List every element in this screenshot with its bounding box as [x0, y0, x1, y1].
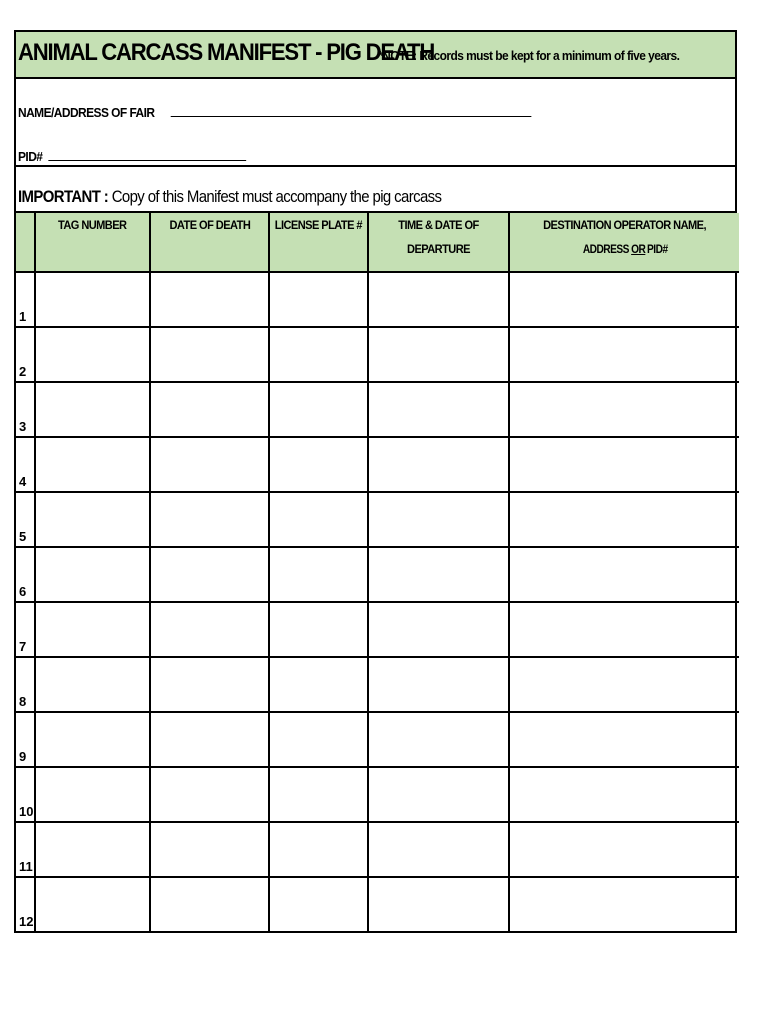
- row-number: 10: [16, 767, 35, 822]
- table-row: [16, 547, 739, 602]
- fair-name-line: [18, 103, 532, 120]
- col-header-number: [16, 213, 35, 272]
- license-plate-cell[interactable]: [269, 712, 368, 767]
- row-number: 7: [16, 602, 35, 657]
- departure-cell[interactable]: [368, 382, 509, 437]
- destination-cell[interactable]: [509, 822, 739, 877]
- departure-cell[interactable]: [368, 877, 509, 931]
- row-number: 8: [16, 657, 35, 712]
- departure-cell[interactable]: [368, 602, 509, 657]
- fair-name-field[interactable]: [171, 103, 532, 117]
- fair-name-label: NAME/ADDRESS OF FAIR: [18, 105, 155, 120]
- row-number: 3: [16, 382, 35, 437]
- date-of-death-cell[interactable]: [150, 327, 269, 382]
- col-header-date-of-death: DATE OF DEATH: [150, 213, 269, 272]
- table-row: [16, 712, 739, 767]
- destination-cell[interactable]: [509, 382, 739, 437]
- destination-cell[interactable]: [509, 492, 739, 547]
- date-of-death-cell[interactable]: [150, 272, 269, 327]
- departure-cell[interactable]: [368, 437, 509, 492]
- license-plate-cell[interactable]: [269, 382, 368, 437]
- departure-cell[interactable]: [368, 547, 509, 602]
- table-row: [16, 767, 739, 822]
- tag-number-cell[interactable]: [35, 822, 150, 877]
- destination-cell[interactable]: [509, 327, 739, 382]
- license-plate-cell[interactable]: [269, 327, 368, 382]
- destination-cell[interactable]: [509, 272, 739, 327]
- col-header-tag-number: TAG NUMBER: [35, 213, 150, 272]
- tag-number-cell[interactable]: [35, 272, 150, 327]
- license-plate-cell[interactable]: [269, 272, 368, 327]
- date-of-death-cell[interactable]: [150, 382, 269, 437]
- destination-cell[interactable]: [509, 547, 739, 602]
- date-of-death-cell[interactable]: [150, 657, 269, 712]
- departure-cell[interactable]: [368, 712, 509, 767]
- table-row: [16, 822, 739, 877]
- important-label: IMPORTANT :: [18, 187, 109, 206]
- departure-cell[interactable]: [368, 327, 509, 382]
- tag-number-cell[interactable]: [35, 602, 150, 657]
- date-of-death-cell[interactable]: [150, 602, 269, 657]
- table-row: [16, 327, 739, 382]
- title-bar: [16, 32, 735, 79]
- important-section: [16, 167, 735, 213]
- destination-cell[interactable]: [509, 877, 739, 931]
- license-plate-cell[interactable]: [269, 822, 368, 877]
- form-title: ANIMAL CARCASS MANIFEST - PIG DEATH: [18, 39, 435, 66]
- destination-cell[interactable]: [509, 712, 739, 767]
- destination-cell[interactable]: [509, 437, 739, 492]
- date-of-death-cell[interactable]: [150, 547, 269, 602]
- col-header-departure: TIME & DATE OF DEPARTURE: [368, 213, 509, 272]
- table-row: [16, 272, 739, 327]
- col-header-license-plate: LICENSE PLATE #: [269, 213, 368, 272]
- destination-cell[interactable]: [509, 767, 739, 822]
- col-header-destination: DESTINATION OPERATOR NAME, ADDRESSORPID#: [509, 213, 739, 272]
- row-number: 1: [16, 272, 35, 327]
- departure-cell[interactable]: [368, 272, 509, 327]
- tag-number-cell[interactable]: [35, 712, 150, 767]
- tag-number-cell[interactable]: [35, 327, 150, 382]
- tag-number-cell[interactable]: [35, 657, 150, 712]
- departure-cell[interactable]: [368, 767, 509, 822]
- manifest-form: [14, 30, 737, 933]
- date-of-death-cell[interactable]: [150, 492, 269, 547]
- important-notice: [18, 187, 441, 207]
- date-of-death-cell[interactable]: [150, 877, 269, 931]
- tag-number-cell[interactable]: [35, 547, 150, 602]
- date-of-death-cell[interactable]: [150, 822, 269, 877]
- destination-cell[interactable]: [509, 657, 739, 712]
- license-plate-cell[interactable]: [269, 547, 368, 602]
- license-plate-cell[interactable]: [269, 877, 368, 931]
- license-plate-cell[interactable]: [269, 602, 368, 657]
- retention-note: *NOTE: Records must be kept for a minimum of five years.: [378, 48, 680, 63]
- license-plate-cell[interactable]: [269, 437, 368, 492]
- license-plate-cell[interactable]: [269, 492, 368, 547]
- date-of-death-cell[interactable]: [150, 712, 269, 767]
- tag-number-cell[interactable]: [35, 877, 150, 931]
- important-text: Copy of this Manifest must accompany the pig carcass: [108, 187, 442, 206]
- departure-cell[interactable]: [368, 492, 509, 547]
- departure-cell[interactable]: [368, 822, 509, 877]
- pid-line: [18, 147, 246, 164]
- table-row: [16, 877, 739, 931]
- date-of-death-cell[interactable]: [150, 767, 269, 822]
- manifest-table: [16, 213, 739, 931]
- table-row: [16, 657, 739, 712]
- license-plate-cell[interactable]: [269, 657, 368, 712]
- row-number: 2: [16, 327, 35, 382]
- date-of-death-cell[interactable]: [150, 437, 269, 492]
- row-number: 6: [16, 547, 35, 602]
- destination-cell[interactable]: [509, 602, 739, 657]
- row-number: 4: [16, 437, 35, 492]
- license-plate-cell[interactable]: [269, 767, 368, 822]
- row-number: 11: [16, 822, 35, 877]
- departure-cell[interactable]: [368, 657, 509, 712]
- tag-number-cell[interactable]: [35, 767, 150, 822]
- fair-info-section: [16, 79, 735, 167]
- pid-label: PID#: [18, 149, 43, 164]
- table-row: [16, 602, 739, 657]
- row-number: 9: [16, 712, 35, 767]
- tag-number-cell[interactable]: [35, 437, 150, 492]
- table-row: [16, 382, 739, 437]
- row-number: 12: [16, 877, 35, 931]
- table-header-row: [16, 213, 739, 272]
- table-row: [16, 492, 739, 547]
- table-row: [16, 437, 739, 492]
- row-number: 5: [16, 492, 35, 547]
- pid-field[interactable]: [48, 147, 246, 161]
- tag-number-cell[interactable]: [35, 492, 150, 547]
- tag-number-cell[interactable]: [35, 382, 150, 437]
